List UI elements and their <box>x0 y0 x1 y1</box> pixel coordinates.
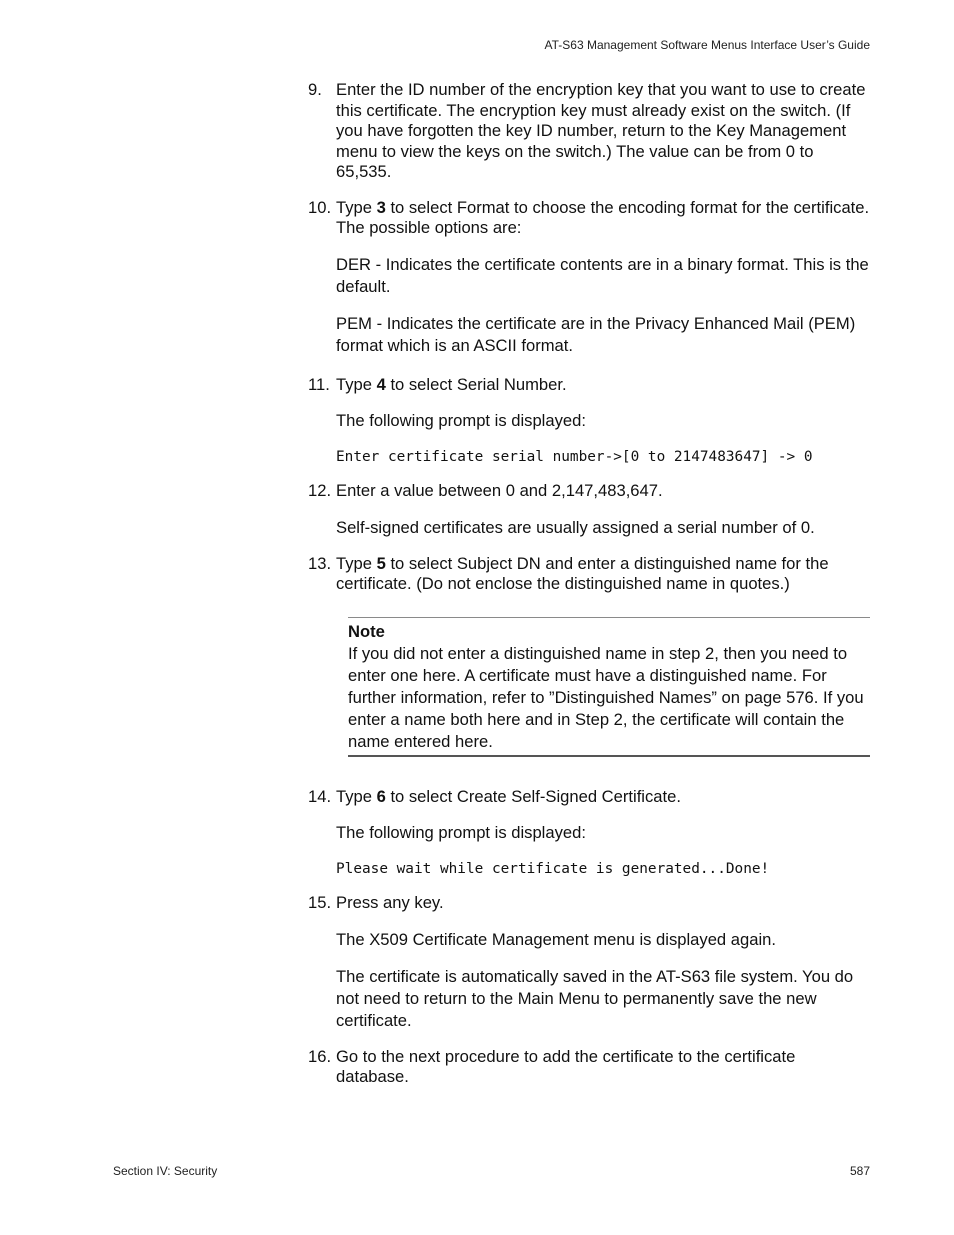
menu-redisplay-text: The X509 Certificate Management menu is displayed again. <box>336 929 776 949</box>
step-number: 14. <box>308 786 332 806</box>
step-11 <box>308 375 870 396</box>
code-prompt: Please wait while certificate is generated...Done! <box>336 861 770 877</box>
step-text: Go to the next procedure to add the certificate to the certificate database. <box>336 1046 796 1086</box>
prompt-intro: The following prompt is displayed: <box>336 411 586 430</box>
step-text: Enter the ID number of the encryption key that you want to use to create this certificate. The encryption key must already exist on the switch. (If you have forgotten the key ID number, return to the Key Management menu to view the keys on the switch.) The value can be from 0 to 65,535. <box>336 80 866 181</box>
step-text-pre: Type <box>336 374 377 394</box>
footer-page-number: 587 <box>849 1164 870 1178</box>
step-number: 10. <box>308 197 332 217</box>
step-number: 11. <box>308 374 330 394</box>
step-12 <box>308 481 870 502</box>
menu-key: 5 <box>376 553 386 573</box>
step-number: 12. <box>308 481 332 500</box>
note-text: If you did not enter a distinguished name in step 2, then you need to enter one here. A certificate must have a distinguished name. For further information, refer to ”Distinguished Names” on page 576. If you enter a name both here and in Step 2, the certificate will contain the name entered here. <box>348 643 864 751</box>
menu-key: 3 <box>376 197 386 217</box>
step-text: Enter a value between 0 and 2,147,483,647. <box>336 481 663 500</box>
step-13 <box>308 554 870 595</box>
option-pem: PEM - Indicates the certificate are in the Privacy Enhanced Mail (PEM) format which is an ASCII format. <box>336 313 856 355</box>
step-9 <box>308 80 870 183</box>
prompt-intro: The following prompt is displayed: <box>336 823 586 842</box>
menu-key: 4 <box>376 374 386 394</box>
step-text-post: to select Format to choose the encoding format for the certificate. The possible options are: <box>336 197 870 237</box>
step-text-pre: Type <box>336 553 377 573</box>
step-text-post: to select Serial Number. <box>385 374 567 394</box>
step-text-pre: Type <box>336 786 377 806</box>
step-number: 9. <box>308 80 322 99</box>
step-15 <box>308 893 870 914</box>
note-title: Note <box>348 621 385 641</box>
step-text-post: to select Create Self-Signed Certificate. <box>385 786 681 806</box>
step-16 <box>308 1047 870 1088</box>
code-prompt: Enter certificate serial number->[0 to 2147483647] -> 0 <box>336 449 813 465</box>
menu-key: 6 <box>376 786 386 806</box>
step-text-post: to select Subject DN and enter a distinguished name for the certificate. (Do not enclose the distinguished name in quotes.) <box>336 553 829 593</box>
step-number: 13. <box>308 553 332 573</box>
running-header: AT-S63 Management Software Menus Interface User’s Guide <box>544 38 870 52</box>
step-10 <box>308 198 870 239</box>
serial-note: Self-signed certificates are usually assigned a serial number of 0. <box>336 517 815 537</box>
note-box <box>348 617 870 757</box>
footer-section: Section IV: Security <box>113 1164 218 1178</box>
procedure-steps <box>308 80 870 1103</box>
option-der: DER - Indicates the certificate contents are in a binary format. This is the default. <box>336 254 869 296</box>
step-text: Press any key. <box>336 893 444 912</box>
step-number: 16. <box>308 1046 332 1066</box>
step-14 <box>308 787 870 808</box>
step-number: 15. <box>308 893 332 912</box>
step-text-pre: Type <box>336 197 377 217</box>
autosave-text: The certificate is automatically saved in the AT-S63 file system. You do not need to return to the Main Menu to permanently save the new certificate. <box>336 966 854 1030</box>
